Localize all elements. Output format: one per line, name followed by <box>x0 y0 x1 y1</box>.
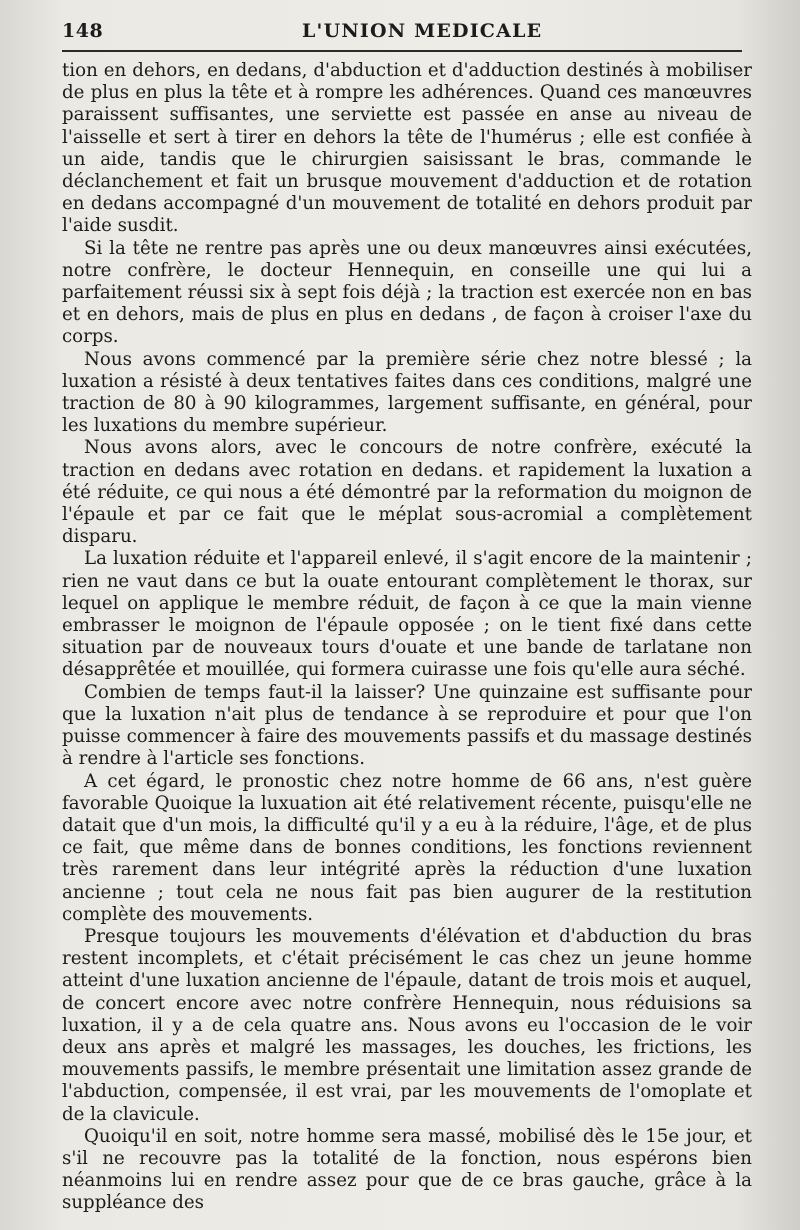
paragraph: Quoiqu'il en soit, notre homme sera massé, mobilisé dès le 15e jour, et s'il ne recouvre pas la totalité de la fonction, nous espérons bien néanmoins lui en rendre assez pour que de ce bras gauche, grâce à la suppléance des <box>62 1125 752 1214</box>
paragraph: tion en dehors, en dedans, d'abduction et d'adduction destinés à mobiliser de plus en plus la tête et à rompre les adhérences. Quand ces manœuvres paraissent suffisantes, une serviette est passée en anse au niveau de l'aisselle et sert à tirer en dehors la tête de l'humérus ; elle est confiée à un aide, tandis que le chirurgien saisissant le bras, commande le déclanchement et fait un brusque mouvement d'adduction et de rotation en dedans accompagné d'un mouvement de totalité en dehors produit par l'aide susdit. <box>62 60 752 237</box>
paragraph: Combien de temps faut-il la laisser? Une quinzaine est suffisante pour que la luxation n'ait plus de tendance à se reproduire et pour que l'on puisse commencer à faire des mouvements passifs et du massage destinés à rendre à l'article ses fonctions. <box>62 681 752 770</box>
paragraph: A cet égard, le pronostic chez notre homme de 66 ans, n'est guère favorable Quoique la luxuation ait été relativement récente, puisqu'elle ne datait que d'un mois, la difficulté qu'il y a eu à la réduire, l'âge, et de plus ce fait, que même dans de bonnes conditions, les fonctions reviennent très rarement dans leur intégrité après la réduction d'une luxation ancienne ; tout cela ne nous fait pas bien augurer de la restitution complète des mouvements. <box>62 770 752 925</box>
paragraph: Presque toujours les mouvements d'élévation et d'abduction du bras restent incomplets, et c'était précisément le cas chez un jeune homme atteint d'une luxation ancienne de l'épaule, datant de trois mois et auquel, de concert encore avec notre confrère Hennequin, nous réduisions sa luxation, il y a de cela quatre ans. Nous avons eu l'occasion de le voir deux ans après et malgré les massages, les douches, les frictions, les mouvements passifs, le membre présentait une limitation assez grande de l'abduction, compensée, il est vrai, par les mouvements de l'omoplate et de la clavicule. <box>62 925 752 1125</box>
page-header <box>62 18 742 48</box>
paragraph: La luxation réduite et l'appareil enlevé, il s'agit encore de la maintenir ; rien ne vaut dans ce but la ouate entourant complètement le thorax, sur lequel on applique le membre réduit, de façon à ce que la main vienne embrasser le moignon de l'épaule opposée ; on le tient fixé dans cette situation par de nouveaux tours d'ouate et une bande de tarlatane non désapprêtée et mouillée, qui formera cuirasse une fois qu'elle aura séché. <box>62 548 752 681</box>
header-rule <box>62 50 742 52</box>
body-text <box>62 60 752 1215</box>
page-number: 148 <box>62 20 104 42</box>
paragraph: Nous avons alors, avec le concours de notre confrère, exécuté la traction en dedans avec rotation en dedans. et rapidement la luxation a été réduite, ce qui nous a été démontré par la reformation du moignon de l'épaule et par ce fait que le méplat sous-acromial a complètement disparu. <box>62 437 752 548</box>
paragraph: Nous avons commencé par la première série chez notre blessé ; la luxation a résisté à deux tentatives faites dans ces conditions, malgré une traction de 80 à 90 kilogrammes, largement suffisante, en général, pour les luxations du membre supérieur. <box>62 348 752 437</box>
running-title: L'UNION MEDICALE <box>302 20 543 42</box>
paragraph: Si la tête ne rentre pas après une ou deux manœuvres ainsi exécutées, notre confrère, le docteur Hennequin, en conseille une qui lui a parfaitement réussi six à sept fois déjà ; la traction est exercée non en bas et en dehors, mais de plus en plus en dedans , de façon à croiser l'axe du corps. <box>62 237 752 348</box>
